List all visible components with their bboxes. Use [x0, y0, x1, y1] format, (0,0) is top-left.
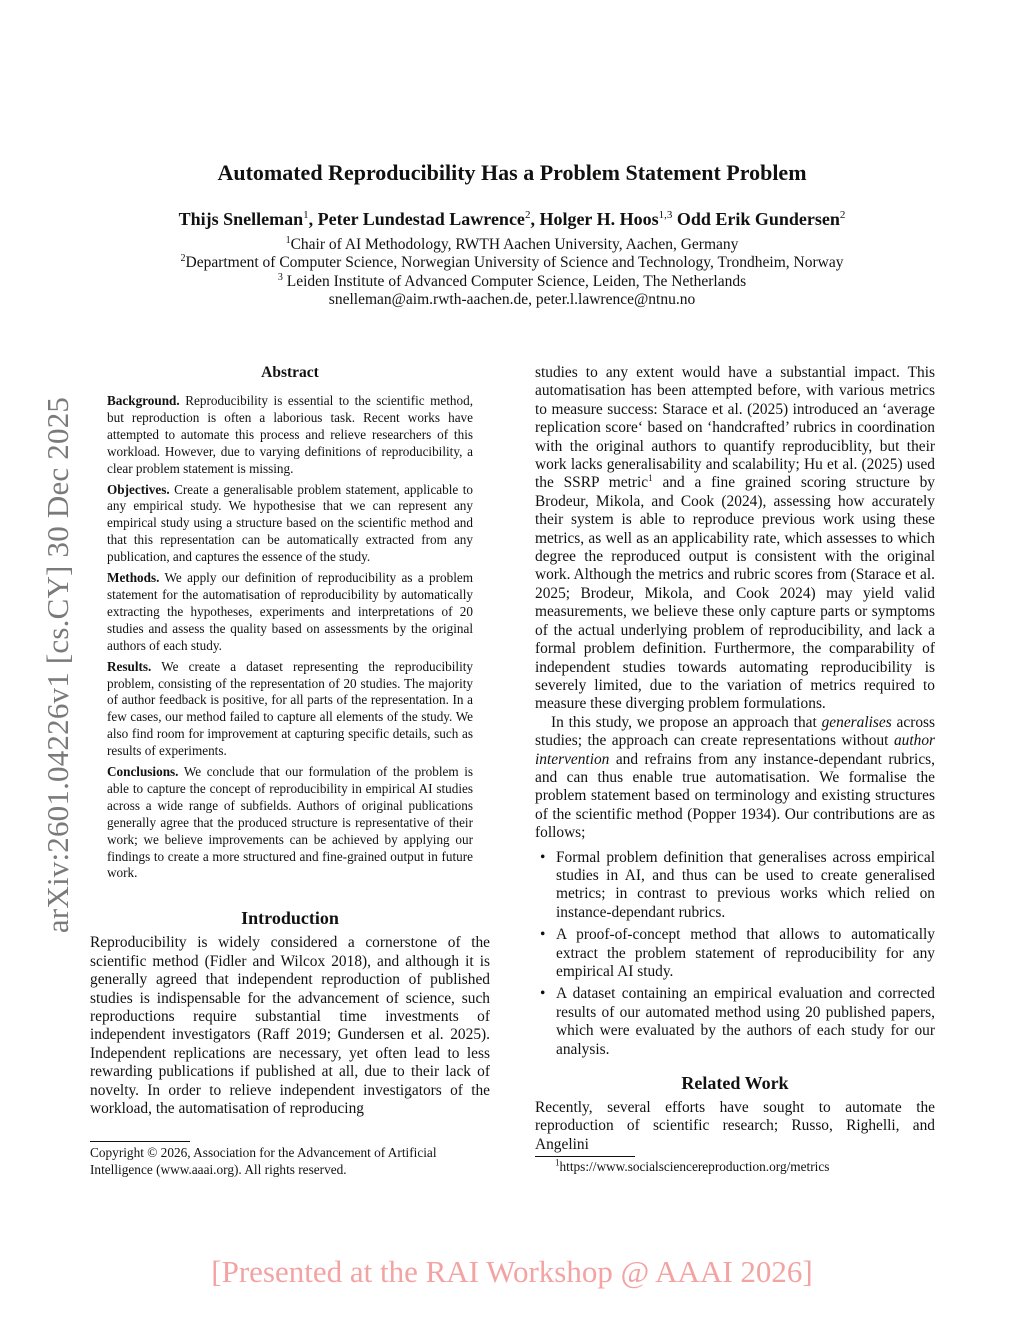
introduction-paragraph-approach: [535, 714, 935, 843]
paragraph-text: and a fine grained scoring structure by Brodeur, Mikola, and Cook (2024), assessing how accurately their system is able to reproduce previous work using these metrics, as well as an applicability rate, which assesses to which degree the reproduced output is consistent with the original work. Although the metrics and rubric scores from (Starace et al. 2025; Brodeur, Mikola, and Cook 2024) may yield valid measurements, we believe these only capture parts or symptoms of the actual underlying problem of reproducibility, and lack a formal problem definition. Furthermore, the comparability of independent studies towards automating reproducibility is severely limited, due to the variation of metrics required to measure these diverging problem formulations.: [535, 474, 936, 713]
bullet-icon: •: [540, 848, 546, 866]
list-item-text: A proof-of-concept method that allows to automatically extract the problem statement of reproducibility for any empirical AI study.: [556, 926, 935, 980]
abstract-label: Conclusions.: [107, 764, 179, 780]
affiliation-text: Department of Computer Science, Norwegian University of Science and Technology, Trondheim, Norway: [185, 254, 844, 272]
abstract-results: [90, 659, 490, 760]
affiliation-mark: 2: [180, 253, 186, 265]
list-item: [535, 985, 935, 1059]
contributions-list: [535, 849, 935, 1059]
footnote-rule: [90, 1141, 190, 1142]
affiliation-line: [0, 236, 1024, 254]
abstract-label: Objectives.: [107, 481, 170, 497]
paragraph-text: studies to any extent would have a substantial impact. This automatisation has been attempted before, with various metrics to measure success: Starace et al. (2025) introduced an ‘average replication score‘ based on ‘handcrafted’ rubrics in coordination with the original authors to quantify reproduciblity, but their work lacks generalisability and scalability; Hu et al. (2025) used the SSRP metric: [535, 364, 935, 492]
affiliation-block: [0, 236, 1024, 310]
author-name: Holger H. Hoos: [539, 209, 659, 229]
related-work-heading: Related Work: [681, 1073, 789, 1094]
affiliation-line: [0, 273, 1024, 291]
abstract-label: Background.: [107, 393, 180, 408]
footnote-url: https://www.socialsciencereproduction.org/metrics: [559, 1159, 830, 1174]
abstract-text: Create a generalisable problem statement, applicable to any empirical study. We hypothesise that we can represent any empirical study using a structure based on the scientific method and that this representation can be automatically extracted from any publication, and captures the essence of the study.: [107, 481, 473, 565]
affiliation-text: Leiden Institute of Advanced Computer Science, Leiden, The Netherlands: [282, 272, 747, 290]
related-work-paragraph: Recently, several efforts have sought to automate the reproduction of scientific research; Russo, Righelli, and Angelini: [535, 1099, 935, 1153]
bullet-icon: •: [540, 926, 546, 944]
workshop-watermark: [Presented at the RAI Workshop @ AAAI 2026]: [211, 1254, 813, 1289]
author-name: Peter Lundestad Lawrence: [317, 209, 525, 229]
abstract-conclusions: [90, 764, 490, 882]
affiliation-mark: 1: [285, 234, 291, 246]
author-name: Odd Erik Gundersen: [676, 209, 840, 229]
author-affiliation-mark: 1,3: [658, 209, 673, 221]
abstract-heading: Abstract: [261, 364, 319, 381]
abstract-text: We conclude that our formulation of the problem is able to capture the concept of reproducibility in empirical AI studies across a wide range of subfields. Authors of original publications generally agree that the produced structure is representative of their work; we believe improvements can be achieved by applying our findings to create a more structured and fine-grained output in future work.: [107, 764, 474, 881]
abstract-label: Methods.: [107, 570, 160, 586]
emphasis-text: author intervention: [535, 732, 935, 768]
footnote-rule: [535, 1156, 635, 1157]
bullet-icon: •: [540, 985, 546, 1003]
page-footnote: [535, 1156, 935, 1176]
paragraph-text: and refrains from any instance-dependant rubrics, and can thus enable true automatisation. We formalise the problem statement based on terminology and existing structures of the scientific method (Popper 1934). Our contributions are as follows;: [535, 750, 935, 842]
author-separator: ,: [530, 209, 540, 229]
author-separator: ,: [308, 209, 318, 229]
right-column: [535, 360, 935, 1154]
abstract-text: We create a dataset representing the reproducibility problem, consisting of the representation of 20 studies. The majority of author feedback is positive, for all parts of the representation. In a few cases, our method failed to capture all elements of the study. We also find room for improvement at capturing specific details, such as results of experiments.: [107, 658, 473, 759]
abstract-text: We apply our definition of reproducibility as a problem statement for the automatisation of reproducibility by automatically extracting the hypotheses, experiments and interpretations of 20 studies and assess the quality based on assessments by the original authors of each study.: [107, 570, 474, 653]
left-column: [90, 360, 490, 1118]
emphasis-text: generalises: [821, 713, 892, 731]
author-affiliation-mark: 1: [303, 209, 309, 221]
affiliation-mark: 3: [277, 271, 283, 283]
author-list: [0, 205, 1024, 233]
paragraph-text: In this study, we propose an approach that: [551, 713, 822, 731]
introduction-paragraph-continued: [535, 364, 935, 714]
paragraph-text: across studies; the approach can create representations without: [535, 713, 935, 750]
introduction-paragraph: Reproducibility is widely considered a cornerstone of the scientific method (Fidler and Wilcox 2018), and although it is generally agreed that independent reproduction of published studies is indispensable for the advancement of science, such reproductions require substantial time investments of independent investigators (Raff 2019; Gundersen et al. 2025). Independent replications are necessary, yet often lead to less rewarding publications if published at all, due to their lack of novelty. In order to relieve independent investigators of the workload, the automatisation of reproducing: [90, 934, 490, 1118]
arxiv-identifier-stamp: arXiv:2601.04226v1 [cs.CY] 30 Dec 2025: [40, 396, 75, 934]
list-item: [535, 849, 935, 923]
copyright-text: Copyright © 2026, Association for the Advancement of Artificial Intelligence (www.aaai.org). All rights reserved.: [90, 1145, 437, 1177]
introduction-heading: Introduction: [241, 908, 339, 929]
author-name: Thijs Snelleman: [178, 209, 304, 229]
abstract-methods: [90, 570, 490, 655]
affiliation-line: [0, 254, 1024, 272]
list-item-text: A dataset containing an empirical evaluation and corrected results of our automated method using 20 published papers, which were evaluated by the authors of each study for our analysis.: [556, 985, 935, 1058]
copyright-footnote: [90, 1141, 490, 1178]
footnote-reference: 1: [648, 473, 653, 484]
abstract-background: [90, 393, 490, 478]
footnote-mark: 1: [555, 1157, 560, 1168]
paper-title: Automated Reproducibility Has a Problem Statement Problem: [217, 160, 807, 185]
abstract-label: Results.: [107, 658, 152, 674]
abstract-objectives: [90, 482, 490, 567]
affiliation-text: Chair of AI Methodology, RWTH Aachen University, Aachen, Germany: [290, 236, 739, 253]
list-item-text: Formal problem definition that generalises across empirical studies in AI, and thus can be used to create generalised metrics; in contrast to previous works which relied on instance-dependant rubrics.: [556, 848, 935, 921]
author-affiliation-mark: 2: [839, 209, 846, 221]
abstract-text: Reproducibility is essential to the scientific method, but reproduction is often a laborious task. Recent works have attempted to automate this process and relieve researchers of this workload. However, due to varying definitions of reproducibility, a clear problem statement is missing.: [107, 393, 473, 476]
footnote-text: [555, 1159, 935, 1176]
author-affiliation-mark: 2: [524, 209, 531, 221]
list-item: [535, 926, 935, 981]
author-emails: snelleman@aim.rwth-aachen.de, peter.l.lawrence@ntnu.no: [328, 291, 696, 309]
